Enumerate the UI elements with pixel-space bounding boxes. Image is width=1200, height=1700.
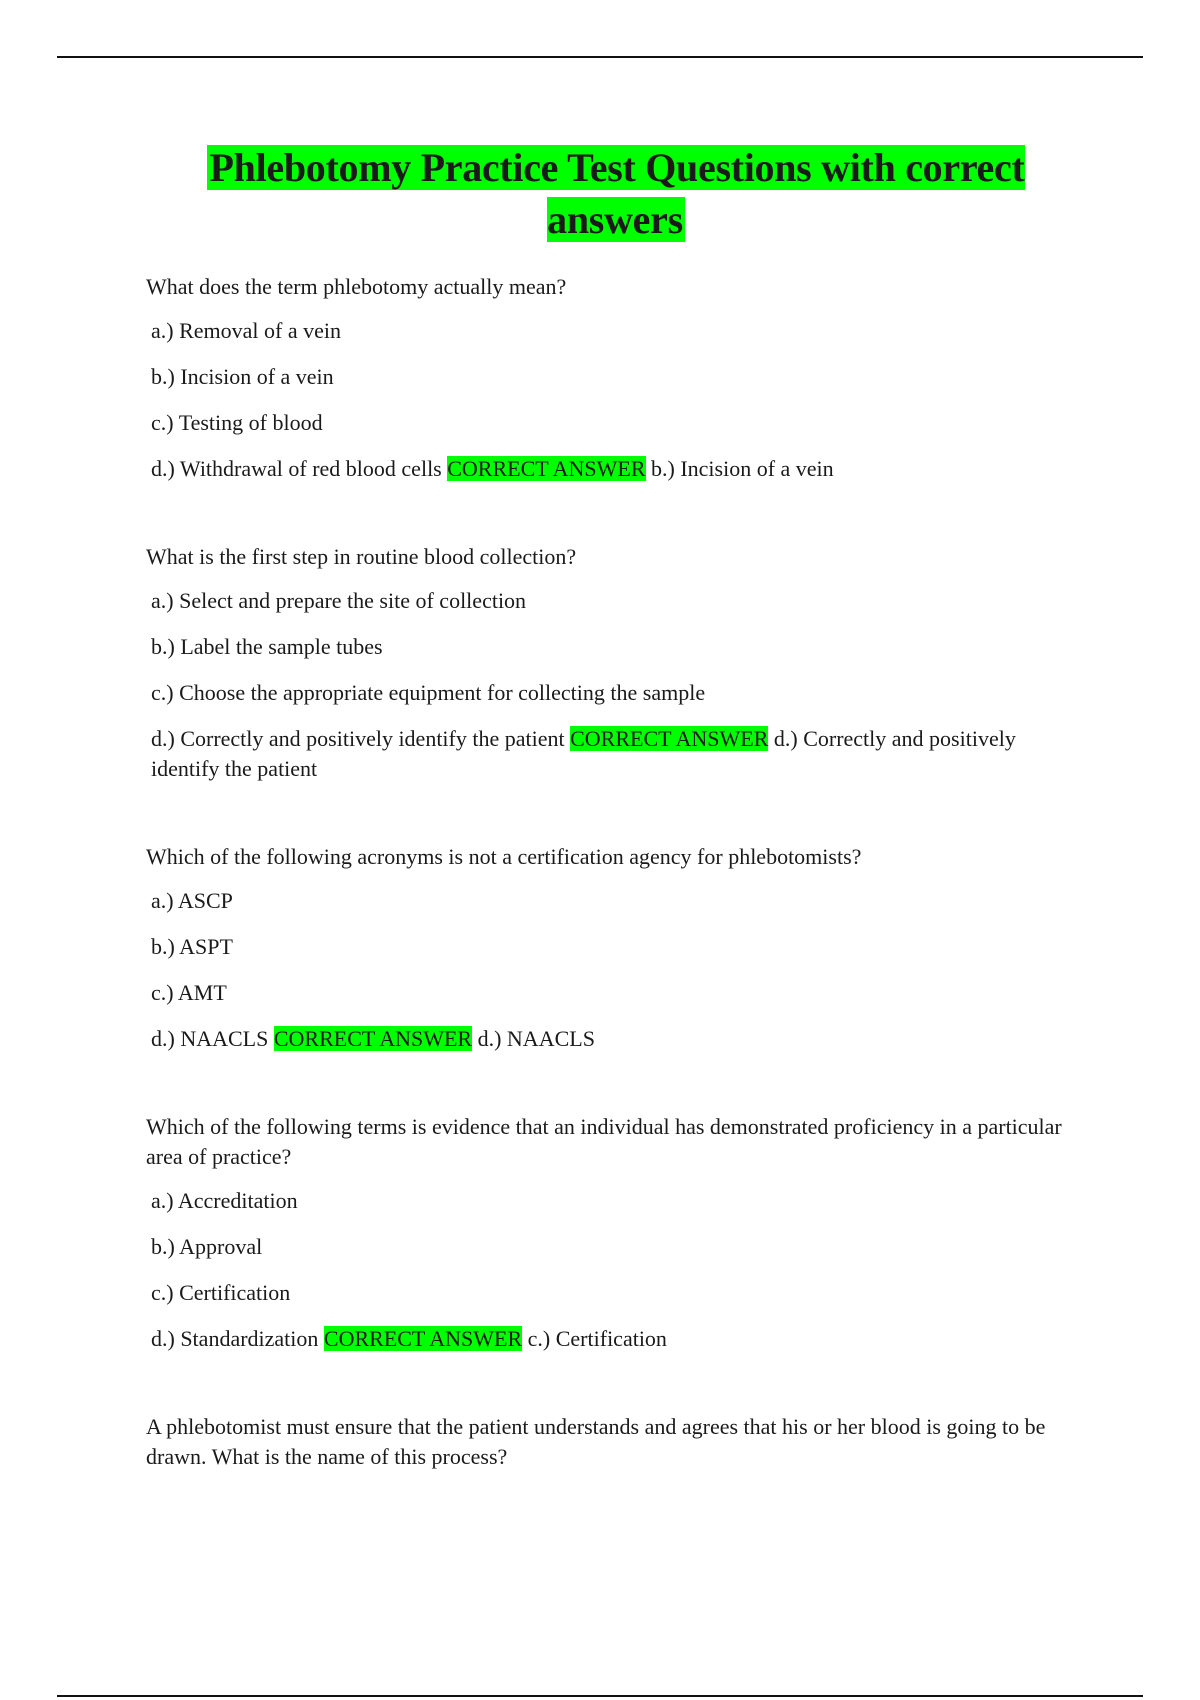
option-b: b.) ASPT — [151, 934, 233, 959]
correct-answer-tag: CORRECT ANSWER — [570, 726, 769, 751]
correct-answer-tag: CORRECT ANSWER — [273, 1026, 473, 1051]
option-b: b.) Approval — [151, 1234, 263, 1259]
option-a: a.) Accreditation — [151, 1188, 298, 1213]
option-d: d.) Correctly and positively identify the patient — [151, 726, 565, 751]
top-rule — [57, 56, 1143, 58]
option-c: c.) Choose the appropriate equipment for collecting the sample — [151, 680, 706, 705]
question-block-3 — [146, 842, 1086, 1054]
question-text: What is the first step in routine blood collection? — [146, 544, 577, 569]
option-c: c.) Testing of blood — [151, 410, 323, 435]
question-block-2 — [146, 542, 1086, 784]
page-title: Phlebotomy Practice Test Questions with correct answers — [209, 145, 1025, 242]
correct-answer: b.) Incision of a vein — [651, 456, 834, 481]
option-a: a.) ASCP — [151, 888, 233, 913]
option-d-with-answer — [151, 1324, 1086, 1354]
question-block-1 — [146, 272, 1086, 484]
correct-answer-tag: CORRECT ANSWER — [323, 1326, 523, 1351]
bottom-rule — [57, 1695, 1143, 1697]
question-text: What does the term phlebotomy actually mean? — [146, 274, 567, 299]
correct-answer: c.) Certification — [527, 1326, 667, 1351]
option-d-with-answer — [151, 454, 1086, 484]
option-b: b.) Incision of a vein — [151, 364, 334, 389]
option-d-with-answer — [151, 1024, 1086, 1054]
question-block-4 — [146, 1112, 1086, 1354]
question-block-5 — [146, 1412, 1086, 1472]
question-text: A phlebotomist must ensure that the patient understands and agrees that his or her blood is going to be drawn. What is the name of this process? — [146, 1414, 1046, 1469]
question-text: Which of the following acronyms is not a certification agency for phlebotomists? — [146, 844, 862, 869]
question-text: Which of the following terms is evidence that an individual has demonstrated proficiency in a particular area of practice? — [146, 1114, 1062, 1169]
option-d: d.) Withdrawal of red blood cells — [151, 456, 442, 481]
option-c: c.) AMT — [151, 980, 227, 1005]
option-a: a.) Select and prepare the site of collection — [151, 588, 527, 613]
correct-answer-tag: CORRECT ANSWER — [447, 456, 646, 481]
option-d: d.) NAACLS — [151, 1026, 269, 1051]
option-b: b.) Label the sample tubes — [151, 634, 383, 659]
option-d-with-answer — [146, 724, 1086, 784]
correct-answer: d.) NAACLS — [477, 1026, 595, 1051]
correct-answer: d.) Correctly and positively identify the patient — [151, 726, 1016, 781]
option-a: a.) Removal of a vein — [151, 318, 341, 343]
option-c: c.) Certification — [151, 1280, 291, 1305]
option-d: d.) Standardization — [151, 1326, 319, 1351]
document-body — [146, 142, 1086, 1530]
